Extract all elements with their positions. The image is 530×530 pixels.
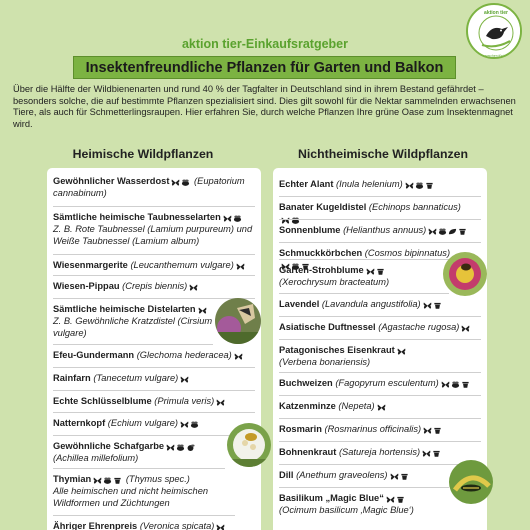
plant-list-item <box>53 176 255 200</box>
plant-latin-name: (Primula veris) <box>154 396 215 406</box>
pot-icon <box>458 228 467 236</box>
plant-latin-name: (Lavandula angustifolia) <box>321 299 421 309</box>
plant-latin-name: (Agastache rugosa) <box>378 322 460 332</box>
list-separator <box>279 487 449 488</box>
list-separator <box>53 298 255 299</box>
plant-latin-name: (Helianthus annuus) <box>343 225 427 235</box>
pot-icon <box>433 302 442 310</box>
plant-list-item <box>53 373 255 385</box>
plant-latin-name: (Cosmos bipinnatus) <box>364 248 451 258</box>
butterfly-icon <box>423 427 432 435</box>
plant-name: Echter Alant <box>279 179 334 189</box>
plant-latin-name: (Achillea millefolium) <box>53 453 139 464</box>
plant-list-item <box>279 265 449 289</box>
plant-name: Rosmarin <box>279 424 322 434</box>
bee-icon <box>415 182 424 190</box>
brand-label: aktion tier-Einkaufsratgeber <box>181 37 348 51</box>
thistle-butterfly-photo <box>215 298 261 344</box>
plant-latin-name: (Inula helenium) <box>336 179 403 189</box>
list-separator <box>53 412 255 413</box>
butterfly-icon <box>216 524 225 530</box>
plant-name: Schmuckkörbchen <box>279 248 363 258</box>
butterfly-icon <box>461 325 470 333</box>
plant-name: Sämtliche heimische Distelarten <box>53 304 196 314</box>
pollinator-icons <box>405 180 435 191</box>
plant-list-item <box>279 299 481 311</box>
plant-name: Rainfarn <box>53 373 91 383</box>
nonnative-plant-list <box>273 168 487 530</box>
butterfly-icon <box>397 348 406 356</box>
pollinator-icons <box>189 282 199 293</box>
native-plant-list <box>47 168 261 530</box>
list-separator <box>279 395 481 396</box>
intro-text: Über die Hälfte der Wildbienenarten und rund 40 % der Tagfalter in Deutschland sind in ihrem Bestand gefährdet – besonders solche, die auf bestimmte Pflanzen spezialisiert sind. Dies gilt sowohl für die Nektar sammelnden erwachsenen Tiere, als auch für Schmetterlingsraupen. Hier erfahren Sie, durch welche Pflanzen Ihre grüne Oase zum Insektenmagnet wird. <box>13 84 516 130</box>
plant-name: Echte Schlüsselblume <box>53 396 152 406</box>
plant-latin-name: (Eupatorium cannabinum) <box>53 176 245 199</box>
pollinator-icons <box>180 374 190 385</box>
plant-latin-name: (Tanecetum vulgare) <box>93 373 179 383</box>
butterfly-icon <box>390 473 399 481</box>
bird-icon <box>468 5 522 59</box>
plant-latin-name: (Verbena bonariensis) <box>279 357 371 368</box>
pollinator-icons <box>216 522 226 530</box>
aktion-tier-logo <box>466 3 522 59</box>
butterfly-icon <box>428 228 437 236</box>
butterfly-icon <box>405 182 414 190</box>
list-separator <box>279 242 481 243</box>
butterfly-icon <box>189 284 198 292</box>
list-separator <box>279 418 481 419</box>
pot-icon <box>376 268 385 276</box>
plant-name: Basilikum „Magic Blue“ <box>279 493 384 503</box>
plant-latin-name: (Crepis biennis) <box>122 281 188 291</box>
plant-name: Gewöhnlicher Wasserdost <box>53 176 170 186</box>
bee-icon <box>176 444 185 452</box>
list-separator <box>279 316 481 317</box>
plant-latin-name: (Xerochrysum bracteatum) <box>279 277 390 288</box>
pollinator-icons <box>223 213 243 224</box>
pollinator-icons <box>397 346 407 357</box>
butterfly-icon <box>180 376 189 384</box>
pollinator-icons <box>461 323 471 334</box>
plant-list-item <box>53 418 255 430</box>
plant-list-item <box>279 202 481 226</box>
plant-name: Wiesen-Pippau <box>53 281 120 291</box>
yarrow-bee-photo <box>227 423 271 467</box>
butterfly-icon <box>441 381 450 389</box>
list-separator <box>279 293 449 294</box>
plant-name: Thymian <box>53 474 92 484</box>
pot-icon <box>396 496 405 504</box>
bee-icon <box>438 228 447 236</box>
plant-list-item <box>279 225 481 237</box>
pollinator-icons <box>234 351 244 362</box>
butterfly-icon <box>366 268 375 276</box>
plant-name: Sonnenblume <box>279 225 341 235</box>
pollinator-icons <box>422 448 442 459</box>
plant-latin-name: (Ocimum basilicum ‚Magic Blue‘) <box>279 505 414 516</box>
list-separator <box>53 515 235 516</box>
pollinator-icons <box>236 261 246 272</box>
plant-name: Dill <box>279 470 294 480</box>
list-separator <box>279 196 481 197</box>
list-separator <box>53 390 255 391</box>
pollinator-icons <box>171 177 191 188</box>
plant-list-item <box>279 447 481 459</box>
svg-text:aktion tier: aktion tier <box>484 10 508 16</box>
list-separator <box>53 468 225 469</box>
plant-name: Patagonisches Eisenkraut <box>279 345 395 355</box>
pollinator-icons <box>166 442 196 453</box>
butterfly-icon <box>423 302 432 310</box>
plant-name: Lavendel <box>279 299 320 309</box>
butterfly-icon <box>180 421 189 429</box>
pollinator-icons <box>423 425 443 436</box>
butterfly-icon <box>93 477 102 485</box>
plant-list-item <box>279 401 481 413</box>
pollinator-icons <box>441 379 471 390</box>
plant-note: Z. B. Rote Taubnessel (Lamium purpureum) und Weiße Taubnessel (Lamium album) <box>53 224 253 246</box>
native-heading: Heimische Wildpflanzen <box>72 147 214 161</box>
list-separator <box>53 435 255 436</box>
list-separator <box>53 275 255 276</box>
plant-list-item <box>53 212 255 247</box>
list-separator <box>279 219 481 220</box>
plant-latin-name: (Veronica spicata) <box>139 521 215 530</box>
plant-name: Buchweizen <box>279 378 333 388</box>
pollinator-icons <box>423 300 443 311</box>
pollinator-icons <box>428 226 468 237</box>
pot-icon <box>425 182 434 190</box>
plant-list-item <box>53 304 213 339</box>
pollinator-icons <box>216 397 226 408</box>
list-separator <box>53 254 255 255</box>
bee-icon <box>103 477 112 485</box>
butterfly-icon <box>236 263 245 271</box>
pollinator-icons <box>93 475 123 486</box>
butterfly-icon <box>234 353 243 361</box>
pot-icon <box>113 477 122 485</box>
plant-list-item <box>279 345 481 369</box>
plant-list-item <box>53 396 255 408</box>
list-separator <box>279 372 481 373</box>
plant-list-item <box>279 378 481 390</box>
leaf-icon <box>448 228 457 236</box>
plant-name: Sämtliche heimische Taubnesselarten <box>53 212 221 222</box>
butterfly-icon <box>166 444 175 452</box>
page-title: Insektenfreundliche Pflanzen für Garten und Balkon <box>73 56 456 79</box>
plant-latin-name: (Nepeta) <box>338 401 375 411</box>
plant-latin-name: (Echinops bannaticus) <box>368 202 461 212</box>
list-separator <box>53 367 255 368</box>
plant-list-item <box>53 281 255 293</box>
plant-name: Natternkopf <box>53 418 106 428</box>
list-separator <box>279 464 481 465</box>
butterfly-icon <box>422 450 431 458</box>
plant-list-item <box>53 521 255 530</box>
plant-latin-name: (Glechoma hederacea) <box>136 350 232 360</box>
bee-icon <box>181 179 190 187</box>
list-separator <box>53 344 213 345</box>
nonnative-heading: Nichtheimische Wildpflanzen <box>297 147 469 161</box>
pot-icon <box>461 381 470 389</box>
plant-note: Z. B. Gewöhnliche Kratzdistel (Cirsium vulgare) <box>53 316 213 338</box>
plant-name: Bohnenkraut <box>279 447 337 457</box>
plant-name: Wiesenmargerite <box>53 260 128 270</box>
butterfly-icon <box>198 307 207 315</box>
pot-icon <box>400 473 409 481</box>
bee-icon <box>451 381 460 389</box>
plant-list-item <box>279 322 481 334</box>
pollinator-icons <box>386 494 406 505</box>
butterfly-icon <box>171 179 180 187</box>
butterfly-icon <box>223 215 232 223</box>
butterfly-icon <box>216 399 225 407</box>
plant-latin-name: (Satureja hortensis) <box>338 447 421 457</box>
plant-name: Ähriger Ehrenpreis <box>53 521 138 530</box>
plant-name: Katzenminze <box>279 401 336 411</box>
plant-name: Efeu-Gundermann <box>53 350 135 360</box>
pot-icon <box>433 427 442 435</box>
plant-latin-name: (Fagopyrum esculentum) <box>335 378 439 388</box>
bee-icon <box>190 421 199 429</box>
plant-name: Asiatische Duftnessel <box>279 322 376 332</box>
plant-name: Banater Kugeldistel <box>279 202 367 212</box>
plant-latin-name: (Rosmarinus officinalis) <box>324 424 422 434</box>
plant-latin-name: (Leucanthemum vulgare) <box>130 260 234 270</box>
butterfly-icon <box>386 496 395 504</box>
plant-list-item <box>279 493 449 517</box>
strawflower-bee-photo <box>443 252 487 296</box>
plant-list-item <box>53 260 255 272</box>
pollinator-icons <box>180 419 200 430</box>
plant-name: Gewöhnliche Schafgarbe <box>53 441 165 451</box>
butterfly-icon <box>377 404 386 412</box>
plant-list-item <box>279 470 449 482</box>
plant-latin-name: (Echium vulgare) <box>107 418 179 428</box>
list-separator <box>279 441 481 442</box>
list-separator <box>279 339 481 340</box>
plant-latin-name: (Anethum graveolens) <box>296 470 388 480</box>
pot-icon <box>432 450 441 458</box>
bumblebee-icon <box>186 444 195 452</box>
list-separator <box>53 206 255 207</box>
plant-list-item <box>53 350 255 362</box>
plant-latin-name: (Thymus spec.) <box>125 474 190 484</box>
plant-list-item <box>279 179 481 191</box>
plant-list-item <box>53 474 235 509</box>
pollinator-icons <box>366 266 386 277</box>
pollinator-icons <box>198 305 208 316</box>
svg-text:menschen für tiere: menschen für tiere <box>481 54 511 58</box>
plant-note: Alle heimischen und nicht heimischen Wildformen und Züchtungen <box>53 486 209 508</box>
dill-caterpillar-photo <box>449 460 493 504</box>
plant-list-item <box>53 441 225 465</box>
plant-list-item <box>279 424 481 436</box>
bee-icon <box>233 215 242 223</box>
pollinator-icons <box>377 402 387 413</box>
pollinator-icons <box>390 471 410 482</box>
plant-name: Garten-Strohblume <box>279 265 364 275</box>
